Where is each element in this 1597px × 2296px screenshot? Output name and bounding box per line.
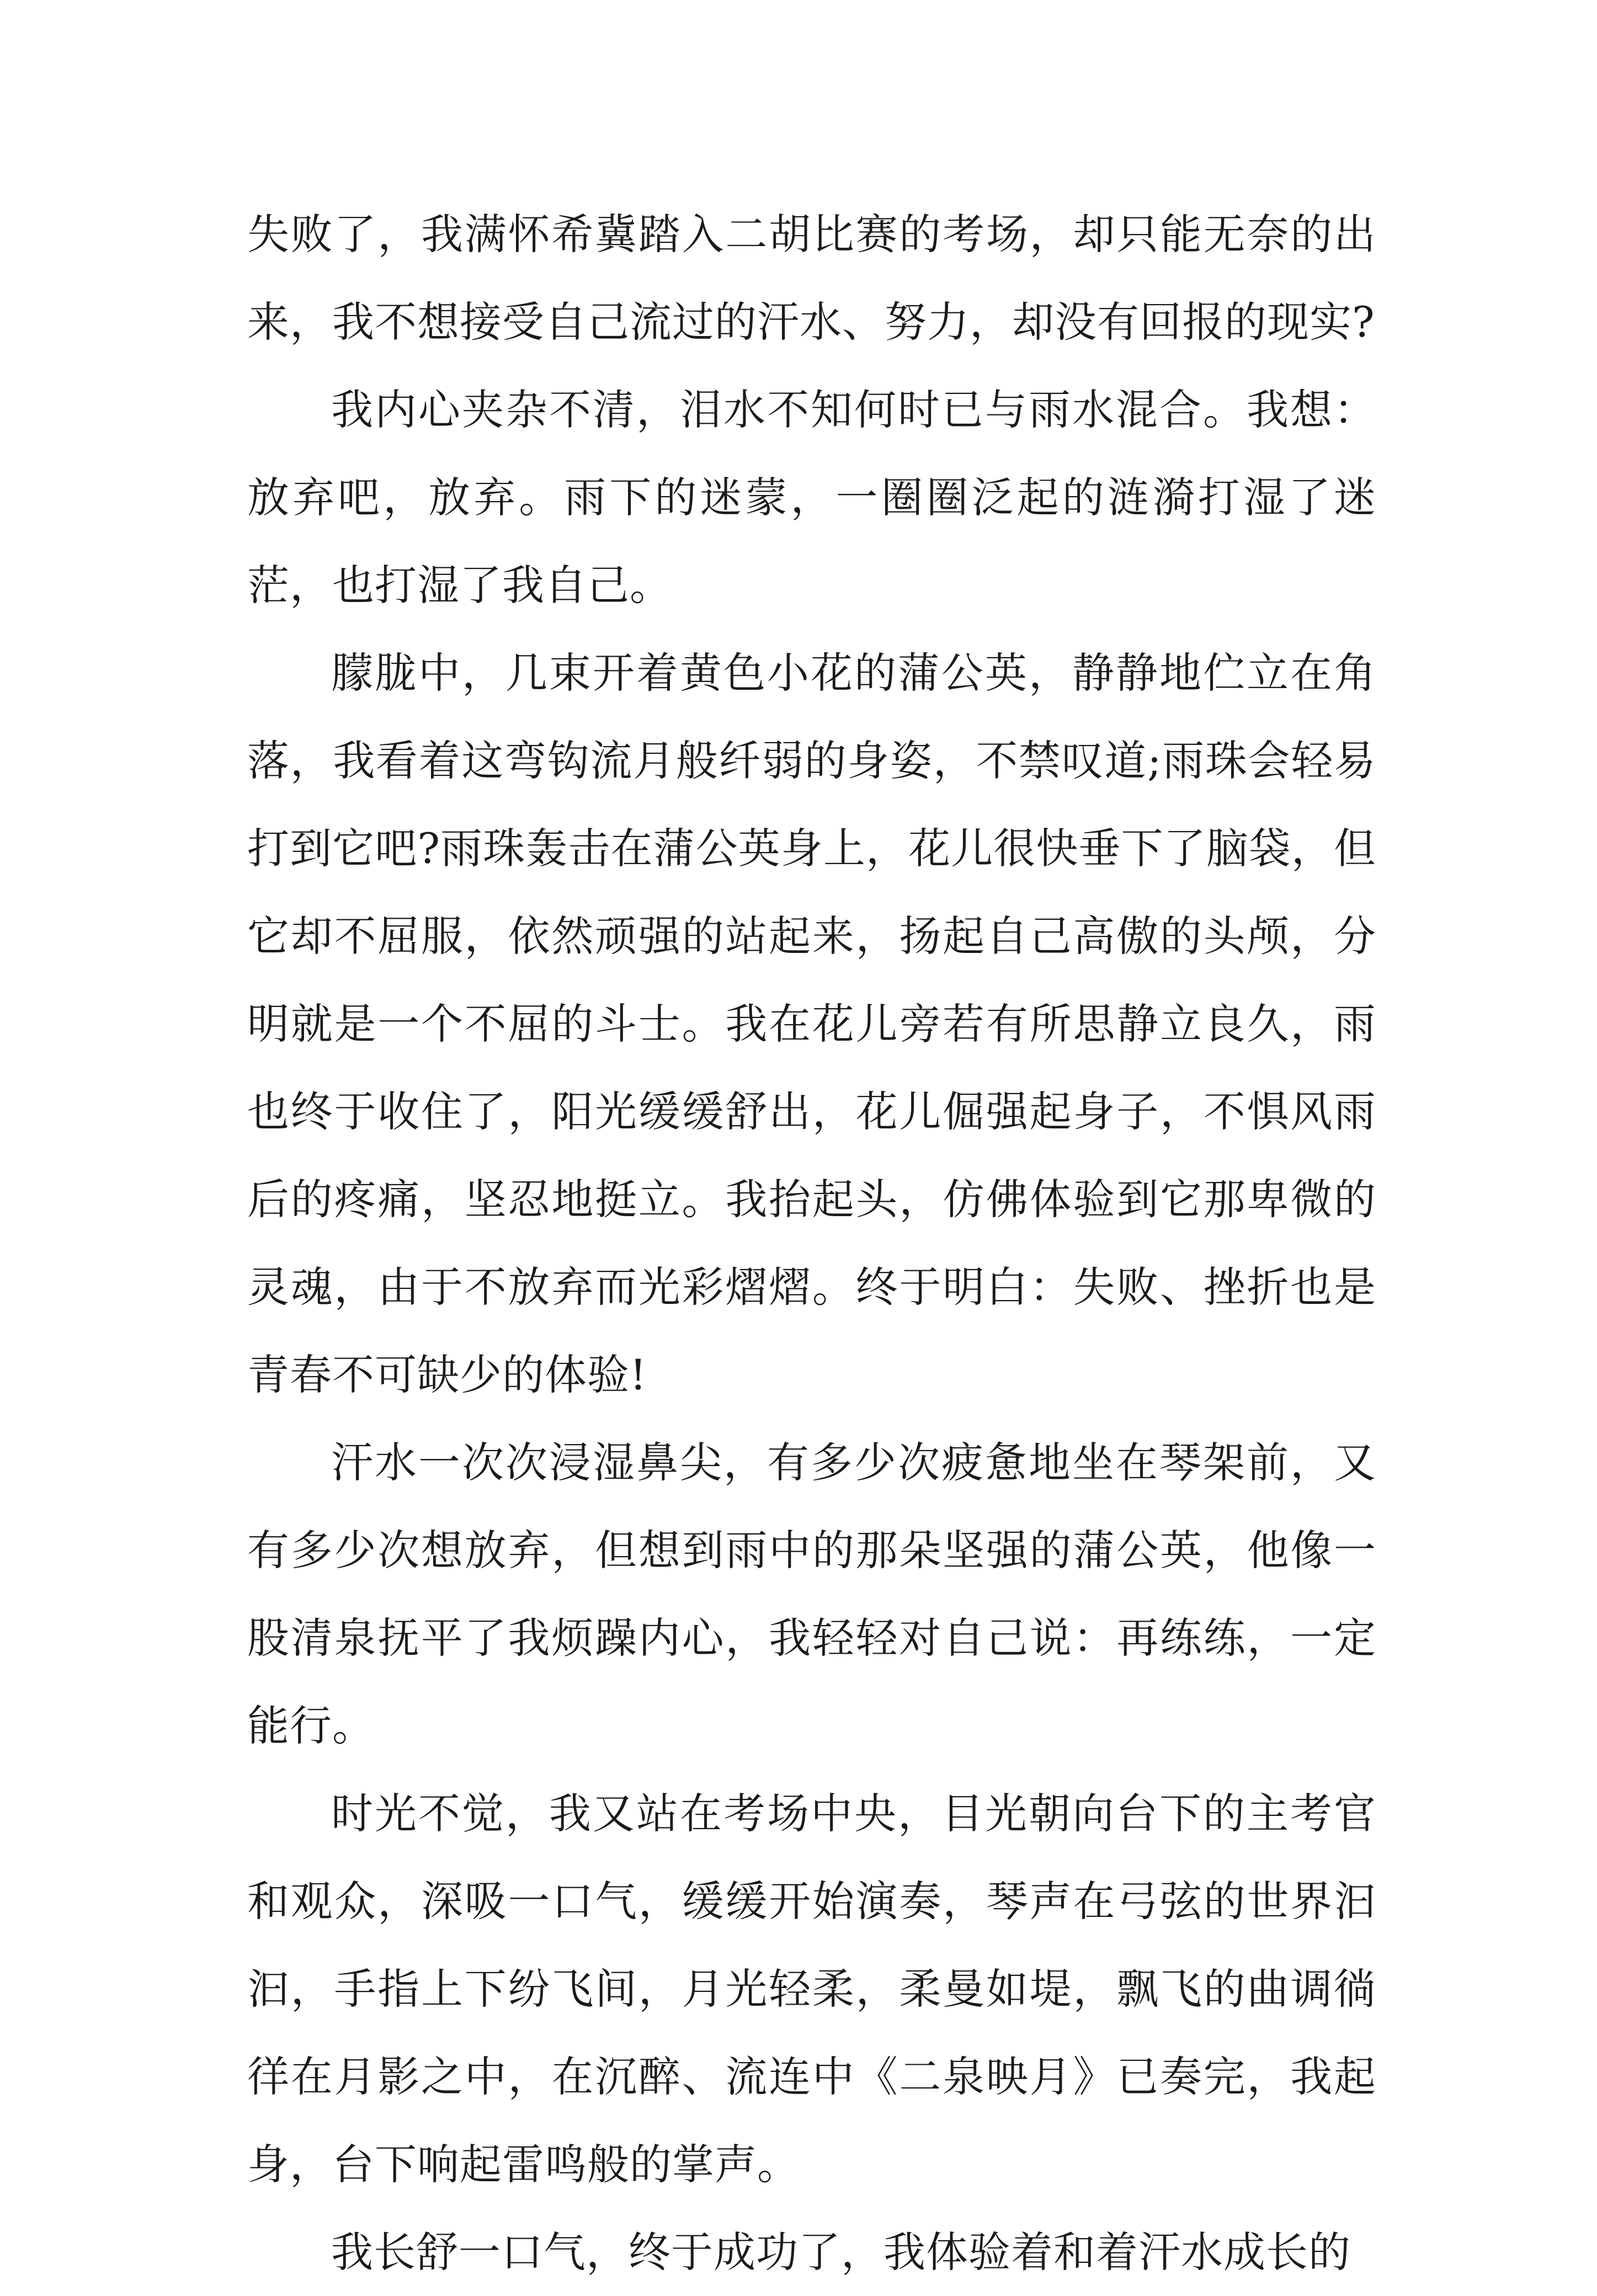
paragraph-6: 我长舒一口气，终于成功了，我体验着和着汗水成长的	[331, 2228, 1351, 2277]
paragraph-2: 我内心夹杂不清，泪水不知何时已与雨水混合。我想：放弃吧，放弃。雨下的迷蒙，一圈圈泛起的涟漪打湿了迷茫，也打湿了我自己。	[247, 385, 1376, 610]
paragraph-4: 汗水一次次浸湿鼻尖，有多少次疲惫地坐在琴架前，又有多少次想放弃，但想到雨中的那朵坚强的蒲公英，他像一股清泉抚平了我烦躁内心，我轻轻对自己说：再练练，一定能行。	[247, 1438, 1376, 1750]
paragraph-3: 朦胧中，几束开着黄色小花的蒲公英，静静地伫立在角落，我看着这弯钩流月般纤弱的身姿，不禁叹道;雨珠会轻易打到它吧?雨珠轰击在蒲公英身上，花儿很快垂下了脑袋，但它却不屈服，依然顽强的站起来，扬起自己高傲的头颅，分明就是一个不屈的斗士。我在花儿旁若有所思静立良久，雨也终于收住了，阳光缓缓舒出，花儿倔强起身子，不惧风雨后的疼痛，坚忍地挺立。我抬起头，仿佛体验到它那卑微的灵魂，由于不放弃而光彩熠熠。终于明白：失败、挫折也是青春不可缺少的体验!	[247, 648, 1376, 1399]
essay-body	[247, 190, 1376, 2296]
paragraph-1: 失败了，我满怀希冀踏入二胡比赛的考场，却只能无奈的出来，我不想接受自己流过的汗水、努力，却没有回报的现实?	[247, 210, 1376, 347]
paragraph-5: 时光不觉，我又站在考场中央，目光朝向台下的主考官和观众，深吸一口气，缓缓开始演奏，琴声在弓弦的世界汩汩，手指上下纷飞间，月光轻柔，柔曼如堤，飘飞的曲调徜徉在月影之中，在沉醉、流连中《二泉映月》已奏完，我起身，台下响起雷鸣般的掌声。	[247, 1789, 1376, 2189]
